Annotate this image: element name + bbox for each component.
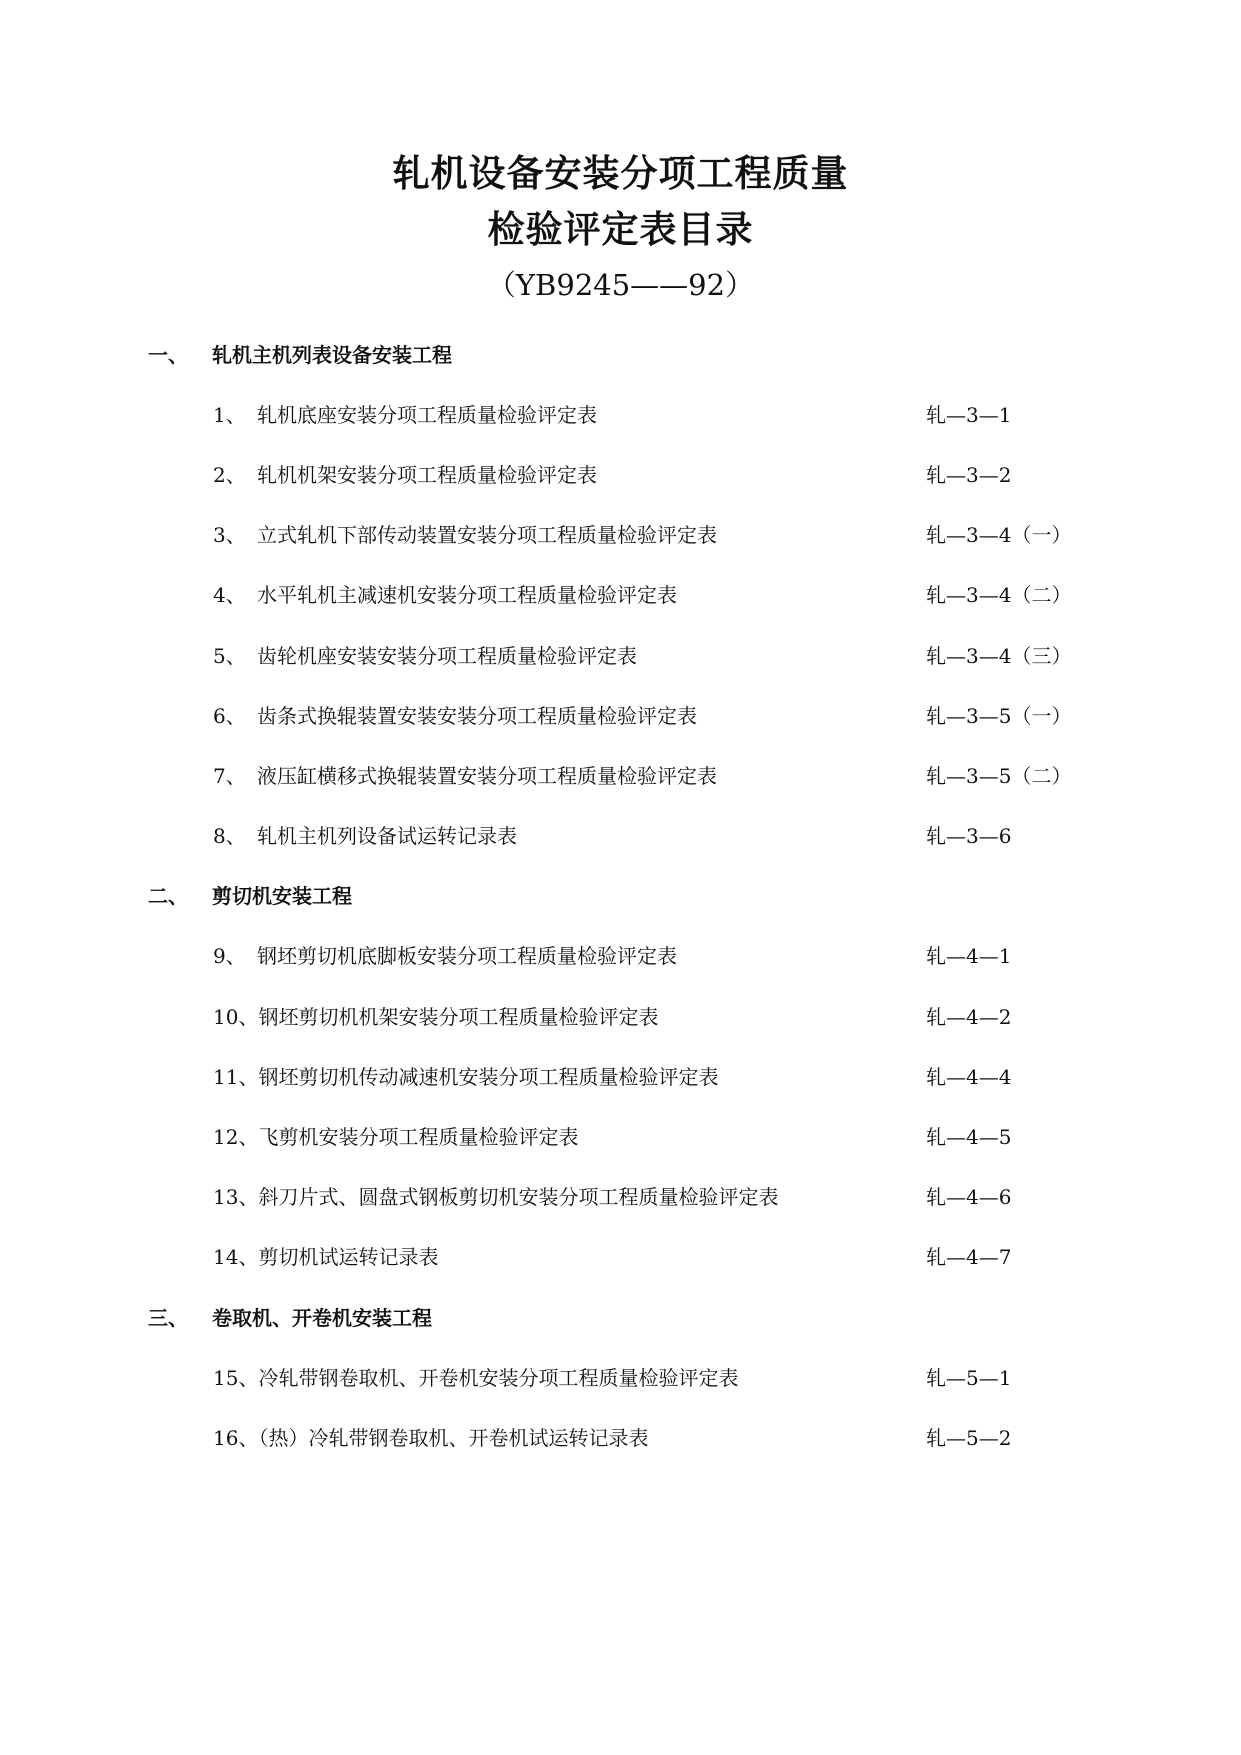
item-number: 15、 [213,1366,259,1390]
item-code: 轧—3—2 [926,463,1012,487]
list-item [213,1242,1093,1272]
item-code: 轧—3—4（三） [926,644,1072,668]
item-number: 5、 [213,644,246,668]
list-item [213,761,1093,791]
section-number: 一、 [148,343,188,367]
item-name: 轧机主机列设备试运转记录表 [257,824,517,848]
item-number: 2、 [213,463,246,487]
item-name: 飞剪机安装分项工程质量检验评定表 [258,1125,579,1149]
item-code: 轧—3—6 [926,824,1012,848]
item-name: 斜刀片式、圆盘式钢板剪切机安装分项工程质量检验评定表 [258,1185,779,1209]
section-name: 剪切机安装工程 [212,884,352,908]
item-number: 13、 [213,1185,259,1209]
item-name: 剪切机试运转记录表 [258,1245,439,1269]
section-name: 卷取机、开卷机安装工程 [212,1306,432,1330]
list-item [213,1122,1093,1152]
item-number: 1、 [213,403,246,427]
item-code: 轧—4—7 [926,1245,1012,1269]
item-code: 轧—4—4 [926,1065,1012,1089]
item-name: 齿轮机座安装安装分项工程质量检验评定表 [257,644,637,668]
document-title-line2: 检验评定表目录 [487,208,754,251]
item-number: 6、 [213,704,246,728]
list-item [213,1423,1093,1453]
item-name: 钢坯剪切机底脚板安装分项工程质量检验评定表 [257,944,677,968]
item-name: 液压缸横移式换辊装置安装分项工程质量检验评定表 [257,764,717,788]
item-code: 轧—3—5（一） [926,704,1072,728]
section-number: 二、 [148,884,188,908]
section-name: 轧机主机列表设备安装工程 [212,343,452,367]
item-name: 冷轧带钢卷取机、开卷机安装分项工程质量检验评定表 [258,1366,739,1390]
item-code: 轧—3—5（二） [926,764,1072,788]
item-number: 9、 [213,944,246,968]
list-item [213,400,1093,430]
item-name: 钢坯剪切机传动减速机安装分项工程质量检验评定表 [258,1065,719,1089]
item-code: 轧—4—1 [926,944,1012,968]
item-name: 轧机底座安装分项工程质量检验评定表 [257,403,597,427]
item-number: 7、 [213,764,246,788]
list-item [213,1182,1093,1212]
item-number: 3、 [213,523,246,547]
item-code: 轧—5—2 [926,1426,1012,1450]
item-number: 4、 [213,583,246,607]
standard-code: （YB9245——92） [486,268,755,302]
list-item [213,1363,1093,1393]
item-number: 12、 [213,1125,259,1149]
item-number: 11、 [213,1065,259,1089]
item-number: 10、 [213,1005,259,1029]
item-code: 轧—3—4（一） [926,523,1072,547]
item-name: 水平轧机主减速机安装分项工程质量检验评定表 [257,583,677,607]
item-code: 轧—5—1 [926,1366,1012,1390]
item-code: 轧—3—1 [926,403,1012,427]
item-number: 14、 [213,1245,259,1269]
list-item [213,1062,1093,1092]
list-item [213,520,1093,550]
item-number: 16、 [213,1426,259,1450]
item-code: 轧—4—5 [926,1125,1012,1149]
list-item [213,1002,1093,1032]
document-title-line1: 轧机设备安装分项工程质量 [392,152,849,195]
list-item [213,580,1093,610]
list-item [213,701,1093,731]
item-name: 钢坯剪切机机架安装分项工程质量检验评定表 [258,1005,659,1029]
item-code: 轧—3—4（二） [926,583,1072,607]
item-name: （热）冷轧带钢卷取机、开卷机试运转记录表 [258,1426,649,1450]
list-item [213,821,1093,851]
section-number: 三、 [148,1306,188,1330]
list-item [213,460,1093,490]
list-item [213,641,1093,671]
item-code: 轧—4—2 [926,1005,1012,1029]
item-code: 轧—4—6 [926,1185,1012,1209]
item-name: 轧机机架安装分项工程质量检验评定表 [257,463,597,487]
item-name: 齿条式换辊装置安装安装分项工程质量检验评定表 [257,704,697,728]
item-number: 8、 [213,824,246,848]
list-item [213,941,1093,971]
item-name: 立式轧机下部传动装置安装分项工程质量检验评定表 [257,523,717,547]
